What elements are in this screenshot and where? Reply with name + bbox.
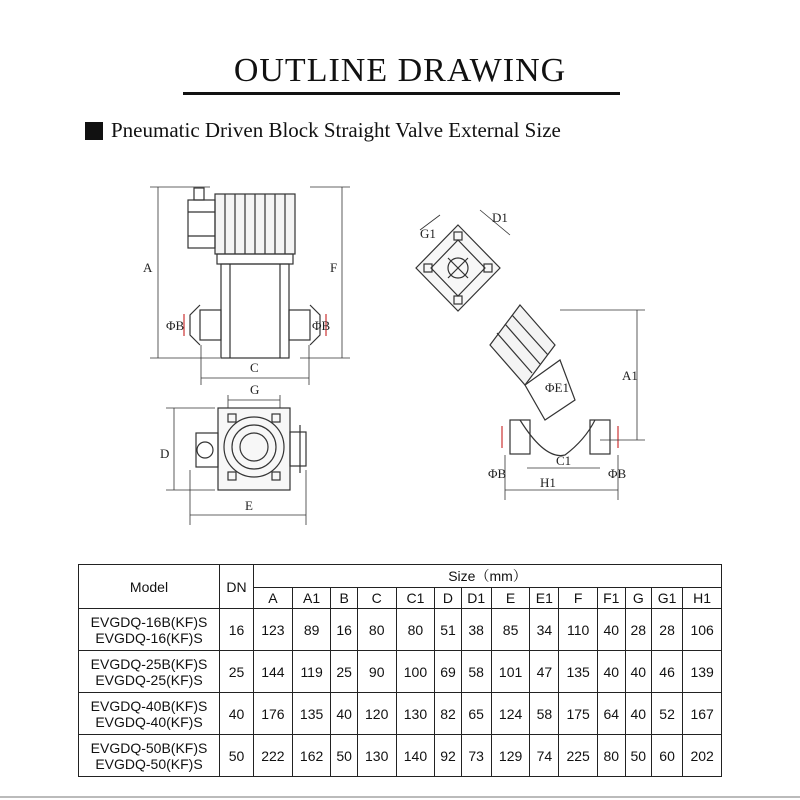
size-cell: 47: [530, 651, 559, 693]
size-cell: 140: [396, 735, 435, 777]
size-cell: 46: [651, 651, 682, 693]
size-column-header: E1: [530, 588, 559, 609]
size-cell: 124: [491, 693, 530, 735]
size-cell: 110: [559, 609, 598, 651]
model-name: EVGDQ-40B(KF)S: [90, 697, 208, 714]
size-cell: 106: [683, 609, 722, 651]
size-cell: 222: [254, 735, 293, 777]
size-column-header: C: [357, 588, 396, 609]
label-f: F: [330, 260, 338, 275]
size-cell: 129: [491, 735, 530, 777]
size-column-header: H1: [683, 588, 722, 609]
size-cell: 40: [625, 651, 651, 693]
table-row: [79, 651, 722, 693]
label-phi-b-left: ΦB: [166, 318, 185, 333]
table-row: [79, 693, 722, 735]
size-cell: 101: [491, 651, 530, 693]
size-column-header: C1: [396, 588, 435, 609]
model-cell: [79, 609, 220, 651]
model-name: EVGDQ-16B(KF)S: [90, 613, 208, 630]
dn-cell: 25: [220, 651, 254, 693]
size-cell: 162: [292, 735, 331, 777]
size-column-header: G1: [651, 588, 682, 609]
size-cell: 25: [331, 651, 357, 693]
size-column-header: F1: [598, 588, 626, 609]
size-cell: 82: [435, 693, 461, 735]
model-cell: [79, 651, 220, 693]
label-d: D: [160, 446, 170, 461]
size-cell: 69: [435, 651, 461, 693]
dn-header: DN: [220, 565, 254, 609]
model-name: EVGDQ-16(KF)S: [95, 629, 203, 646]
table-row: [79, 609, 722, 651]
size-cell: 123: [254, 609, 293, 651]
size-cell: 80: [357, 609, 396, 651]
size-header: Size（mm）: [254, 565, 722, 588]
label-e1: ΦE1: [545, 380, 569, 395]
label-h1: H1: [540, 475, 556, 490]
size-cell: 64: [598, 693, 626, 735]
table-row: [79, 735, 722, 777]
size-cell: 202: [683, 735, 722, 777]
size-cell: 73: [461, 735, 491, 777]
size-column-header: G: [625, 588, 651, 609]
model-name: EVGDQ-40(KF)S: [95, 713, 203, 730]
model-cell: [79, 693, 220, 735]
label-c: C: [250, 360, 259, 375]
size-cell: 80: [396, 609, 435, 651]
bottom-divider: [0, 796, 800, 798]
size-cell: 52: [651, 693, 682, 735]
model-name: EVGDQ-50B(KF)S: [90, 739, 208, 756]
size-cell: 90: [357, 651, 396, 693]
model-cell: [79, 735, 220, 777]
size-cell: 135: [292, 693, 331, 735]
size-cell: 144: [254, 651, 293, 693]
size-cell: 130: [357, 735, 396, 777]
size-cell: 50: [331, 735, 357, 777]
size-cell: 85: [491, 609, 530, 651]
front-view: [150, 187, 350, 385]
size-cell: 135: [559, 651, 598, 693]
top-view: [166, 395, 306, 525]
size-cell: 40: [625, 693, 651, 735]
size-cell: 16: [331, 609, 357, 651]
size-cell: 120: [357, 693, 396, 735]
size-cell: 34: [530, 609, 559, 651]
size-table: [78, 564, 722, 777]
size-column-header: A1: [292, 588, 331, 609]
label-phi-b-right: ΦB: [312, 318, 331, 333]
size-cell: 100: [396, 651, 435, 693]
size-cell: 176: [254, 693, 293, 735]
size-cell: 50: [625, 735, 651, 777]
label-e: E: [245, 498, 253, 513]
size-cell: 130: [396, 693, 435, 735]
size-cell: 38: [461, 609, 491, 651]
label-g: G: [250, 382, 260, 397]
section-heading-text: Pneumatic Driven Block Straight Valve External Size: [111, 118, 561, 142]
size-cell: 119: [292, 651, 331, 693]
label-c1: C1: [556, 453, 572, 468]
label-g1: G1: [420, 226, 436, 241]
label-a: A: [143, 260, 153, 275]
size-cell: 175: [559, 693, 598, 735]
size-cell: 51: [435, 609, 461, 651]
size-cell: 58: [461, 651, 491, 693]
size-cell: 60: [651, 735, 682, 777]
size-column-header: D1: [461, 588, 491, 609]
model-name: EVGDQ-25(KF)S: [95, 671, 203, 688]
dn-cell: 16: [220, 609, 254, 651]
label-d1: D1: [492, 210, 508, 225]
model-name: EVGDQ-25B(KF)S: [90, 655, 208, 672]
label-phi-b-right-angled: ΦB: [608, 466, 627, 481]
dn-cell: 40: [220, 693, 254, 735]
model-header: Model: [79, 565, 220, 609]
angled-view: [416, 210, 645, 500]
size-cell: 65: [461, 693, 491, 735]
size-column-header: F: [559, 588, 598, 609]
size-column-header: E: [491, 588, 530, 609]
size-cell: 28: [625, 609, 651, 651]
size-cell: 89: [292, 609, 331, 651]
label-a1: A1: [622, 368, 638, 383]
size-cell: 225: [559, 735, 598, 777]
label-phi-b-left-angled: ΦB: [488, 466, 507, 481]
size-column-header: B: [331, 588, 357, 609]
size-cell: 40: [598, 651, 626, 693]
model-name: EVGDQ-50(KF)S: [95, 755, 203, 772]
size-cell: 58: [530, 693, 559, 735]
size-cell: 40: [331, 693, 357, 735]
size-column-header: A: [254, 588, 293, 609]
size-cell: 167: [683, 693, 722, 735]
size-cell: 92: [435, 735, 461, 777]
size-cell: 40: [598, 609, 626, 651]
dn-cell: 50: [220, 735, 254, 777]
size-cell: 28: [651, 609, 682, 651]
size-column-header: D: [435, 588, 461, 609]
size-cell: 80: [598, 735, 626, 777]
size-cell: 139: [683, 651, 722, 693]
page-title: OUTLINE DRAWING: [233, 52, 567, 89]
size-cell: 74: [530, 735, 559, 777]
